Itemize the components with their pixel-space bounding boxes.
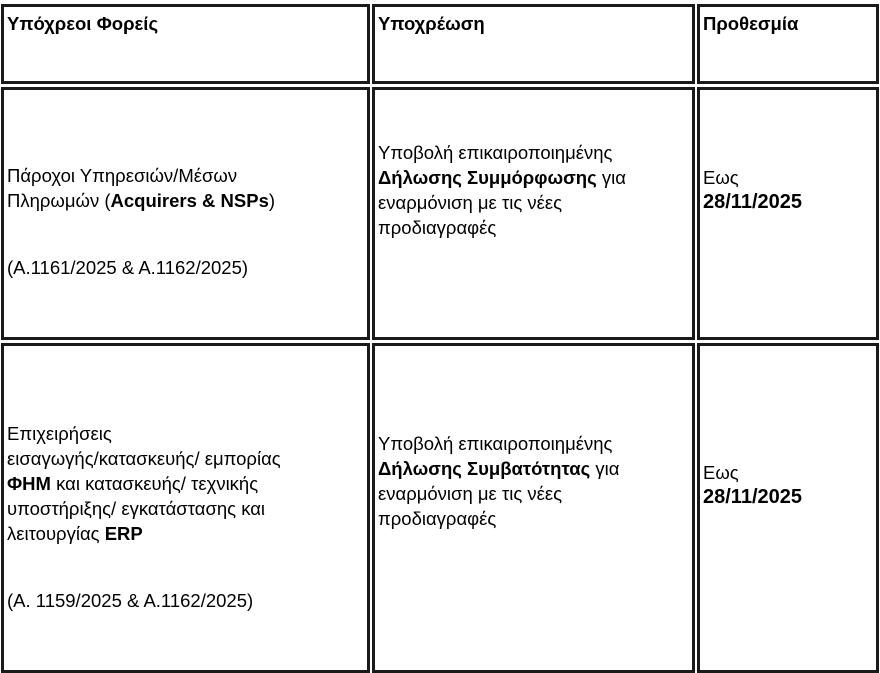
row1-deadline-prefix: Εως	[703, 167, 739, 188]
acquirers-nsps-text: Acquirers & NSPs	[110, 190, 269, 211]
row2-obligation-line2: Δήλωσης Συμβατότητας για	[378, 458, 620, 479]
row2-reference: (Α. 1159/2025 & Α.1162/2025)	[7, 590, 254, 611]
header-cell-deadline	[697, 4, 879, 84]
row2-obligation-line4: προδιαγραφές	[378, 508, 497, 529]
row1-entities-cell	[1, 87, 370, 340]
row2-entities-cell	[1, 343, 370, 673]
row2-entities-line3: ΦΗΜ και κατασκευής/ τεχνικής	[7, 473, 259, 494]
row2-obligation-line1: Υποβολή επικαιροποιημένης	[378, 433, 613, 454]
row2-entities-line4: υποστήριξης/ εγκατάστασης και	[7, 498, 266, 519]
row1-entities-line1: Πάροχοι Υπηρεσιών/Μέσων	[7, 165, 238, 186]
row1-deadline-date: 28/11/2025	[703, 191, 802, 213]
row2-deadline-date: 28/11/2025	[703, 486, 802, 508]
row2-obligation-line3: εναρμόνιση με τις νέες	[378, 483, 563, 504]
compliance-declaration-text: Δήλωσης Συμμόρφωσης	[378, 167, 597, 188]
row2-entities-line2: εισαγωγής/κατασκευής/ εμπορίας	[7, 448, 281, 469]
row1-obligation-cell	[372, 87, 695, 340]
header-label-obligation: Υποχρέωση	[378, 13, 485, 34]
fhm-text: ΦΗΜ	[7, 473, 51, 494]
row2-entities-line1: Επιχειρήσεις	[7, 423, 112, 444]
row1-entities-line2: Πληρωμών (Acquirers & NSPs)	[7, 190, 276, 211]
row1-deadline-cell	[697, 87, 879, 340]
header-cell-obligation	[372, 4, 695, 84]
row2-obligation-cell	[372, 343, 695, 673]
row2-deadline-cell	[697, 343, 879, 673]
compatibility-declaration-text: Δήλωσης Συμβατότητας	[378, 458, 591, 479]
row1-reference: (Α.1161/2025 & Α.1162/2025)	[7, 257, 249, 278]
row1-obligation-line1: Υποβολή επικαιροποιημένης	[378, 142, 613, 163]
row1-obligation-line4: προδιαγραφές	[378, 217, 497, 238]
header-cell-entities	[1, 4, 370, 84]
row2-entities-line5: λειτουργίας ERP	[7, 523, 143, 544]
row1-obligation-line2: Δήλωσης Συμμόρφωσης για	[378, 167, 626, 188]
erp-text: ERP	[104, 523, 143, 544]
row2-deadline-prefix: Εως	[703, 462, 739, 483]
header-label-entities: Υπόχρεοι Φορείς	[7, 13, 159, 34]
row1-obligation-line3: εναρμόνιση με τις νέες	[378, 192, 563, 213]
header-label-deadline: Προθεσμία	[703, 13, 799, 34]
